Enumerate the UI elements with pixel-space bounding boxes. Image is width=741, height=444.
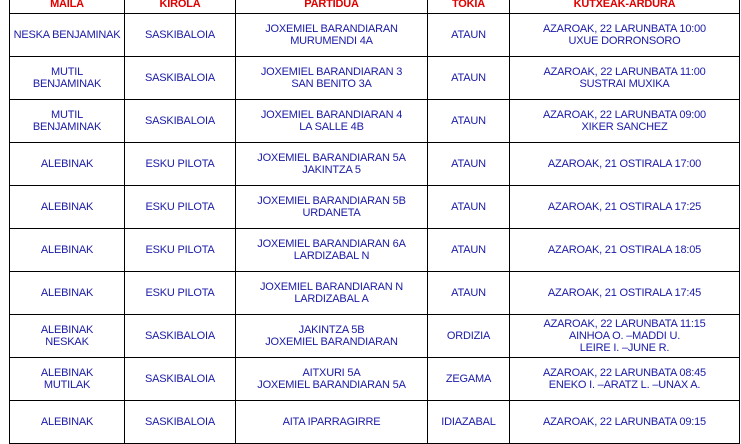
cell-partidua-line: JOXEMIEL BARANDIARAN 3 [260, 66, 403, 78]
cell-partidua-line: SAN BENITO 3A [291, 78, 372, 90]
cell-tokia: ATAUN [428, 143, 510, 186]
cell-kirola: SASKIBALOIA [125, 401, 236, 444]
cell-kirola: SASKIBALOIA [125, 57, 236, 100]
cell-partidua [236, 401, 428, 444]
table-row [10, 229, 740, 272]
cell-tokia: ORDIZIA [428, 315, 510, 358]
cell-kirola: SASKIBALOIA [125, 100, 236, 143]
cell-tokia: IDIAZABAL [428, 401, 510, 444]
header-ardura: KUTXEAK-ARDURA [510, 0, 740, 14]
cell-partidua-line: LARDIZABAL A [294, 293, 369, 305]
cell-ardura-line: AZAROAK, 22 LARUNBATA 11:15 [543, 318, 706, 330]
cell-maila [10, 100, 125, 143]
cell-partidua [236, 358, 428, 401]
cell-partidua-line: JOXEMIEL BARANDIARAN 5A [257, 379, 406, 391]
cell-maila [10, 229, 125, 272]
cell-ardura [510, 186, 740, 229]
cell-tokia: ZEGAMA [428, 358, 510, 401]
cell-kirola: SASKIBALOIA [125, 315, 236, 358]
cell-partidua-line: JAKINTZA 5 [302, 164, 361, 176]
cell-partidua-line: JOXEMIEL BARANDIARAN 5A [257, 152, 406, 164]
cell-maila-line: ALEBINAK [40, 287, 94, 299]
cell-maila [10, 143, 125, 186]
cell-kirola: ESKU PILOTA [125, 272, 236, 315]
cell-ardura-line: AZAROAK, 22 LARUNBATA 10:00 [543, 23, 706, 35]
table-row [10, 14, 740, 57]
cell-partidua [236, 100, 428, 143]
cell-ardura [510, 100, 740, 143]
table-row [10, 57, 740, 100]
cell-partidua [236, 229, 428, 272]
cell-kirola: SASKIBALOIA [125, 14, 236, 57]
cell-ardura [510, 401, 740, 444]
cell-maila-line: ALEBINAK [40, 416, 94, 428]
cell-tokia: ATAUN [428, 100, 510, 143]
cell-partidua [236, 57, 428, 100]
table-row [10, 401, 740, 444]
cell-maila-line: BENJAMINAK [32, 121, 102, 133]
cell-ardura-line: AZAROAK, 21 OSTIRALA 17:25 [547, 201, 702, 213]
cell-maila [10, 186, 125, 229]
cell-tokia: ATAUN [428, 14, 510, 57]
table-row [10, 100, 740, 143]
cell-ardura [510, 14, 740, 57]
cell-partidua-line: AITXURI 5A [302, 367, 361, 379]
cell-partidua [236, 143, 428, 186]
cell-ardura-line: SUSTRAI MUXIKA [579, 78, 670, 90]
cell-ardura-line: AZAROAK, 21 OSTIRALA 18:05 [547, 244, 702, 256]
cell-ardura [510, 143, 740, 186]
cell-kirola: ESKU PILOTA [125, 229, 236, 272]
cell-maila-line: MUTIL [50, 109, 83, 121]
cell-partidua [236, 14, 428, 57]
cell-maila-line: NESKA BENJAMINAK [13, 29, 121, 41]
cell-ardura [510, 358, 740, 401]
cell-partidua [236, 186, 428, 229]
cell-ardura-line: AZAROAK, 21 OSTIRALA 17:00 [547, 158, 702, 170]
cell-maila-line: ALEBINAK [40, 367, 94, 379]
header-tokia: TOKIA [428, 0, 510, 14]
cell-maila-line: NESKAK [45, 336, 89, 348]
table-row [10, 358, 740, 401]
cell-ardura-line: AZAROAK, 22 LARUNBATA 09:00 [543, 109, 706, 121]
cell-partidua [236, 272, 428, 315]
cell-ardura-line: LEIRE I. –JUNE R. [579, 342, 670, 354]
schedule-table [9, 0, 740, 444]
cell-maila [10, 57, 125, 100]
cell-partidua-line: JOXEMIEL BARANDIARAN 6A [257, 238, 406, 250]
cell-kirola: SASKIBALOIA [125, 358, 236, 401]
cell-maila-line: BENJAMINAK [32, 78, 102, 90]
cell-partidua-line: URDANETA [302, 207, 361, 219]
cell-partidua-line: LARDIZABAL N [293, 250, 370, 262]
cell-maila-line: ALEBINAK [40, 324, 94, 336]
cell-maila [10, 315, 125, 358]
cell-partidua-line: JAKINTZA 5B [298, 324, 365, 336]
cell-maila [10, 14, 125, 57]
header-partidua: PARTIDUA [236, 0, 428, 14]
cell-partidua-line: LA SALLE 4B [299, 121, 364, 133]
table-row [10, 272, 740, 315]
cell-partidua-line: AITA IPARRAGIRRE [282, 416, 381, 428]
cell-ardura [510, 229, 740, 272]
cell-ardura-line: AZAROAK, 22 LARUNBATA 11:00 [543, 66, 706, 78]
cell-partidua-line: JOXEMIEL BARANDIARAN [265, 23, 398, 35]
cell-ardura-line: AZAROAK, 22 LARUNBATA 08:45 [543, 367, 706, 379]
cell-maila-line: ALEBINAK [40, 158, 94, 170]
cell-maila [10, 401, 125, 444]
cell-ardura-line: AZAROAK, 22 LARUNBATA 09:15 [543, 416, 706, 428]
cell-ardura-line: AINHOA O. –MADDI U. [568, 330, 681, 342]
cell-ardura [510, 315, 740, 358]
cell-kirola: ESKU PILOTA [125, 186, 236, 229]
schedule-body [10, 14, 740, 444]
cell-maila [10, 272, 125, 315]
cell-partidua-line: MURUMENDI 4A [290, 35, 373, 47]
cell-partidua [236, 315, 428, 358]
cell-partidua-line: JOXEMIEL BARANDIARAN [265, 336, 398, 348]
header-maila: MAILA [10, 0, 125, 14]
cell-maila [10, 358, 125, 401]
cell-partidua-line: JOXEMIEL BARANDIARAN 4 [260, 109, 403, 121]
cell-maila-line: MUTILAK [43, 379, 91, 391]
cell-maila-line: MUTIL [50, 66, 83, 78]
cell-tokia: ATAUN [428, 57, 510, 100]
cell-tokia: ATAUN [428, 186, 510, 229]
cell-ardura-line: AZAROAK, 21 OSTIRALA 17:45 [547, 287, 702, 299]
cell-ardura-line: ENEKO I. –ARATZ L. –UNAX A. [548, 379, 701, 391]
cell-partidua-line: JOXEMIEL BARANDIARAN N [259, 281, 404, 293]
cell-tokia: ATAUN [428, 272, 510, 315]
cell-ardura [510, 272, 740, 315]
cell-partidua-line: JOXEMIEL BARANDIARAN 5B [257, 195, 406, 207]
table-row [10, 315, 740, 358]
table-row [10, 186, 740, 229]
header-kirola: KIROLA [125, 0, 236, 14]
cell-maila-line: ALEBINAK [40, 244, 94, 256]
cell-ardura-line: XIKER SANCHEZ [581, 121, 668, 133]
cell-tokia: ATAUN [428, 229, 510, 272]
cell-ardura-line: UXUE DORRONSORO [568, 35, 681, 47]
cell-maila-line: ALEBINAK [40, 201, 94, 213]
cell-kirola: ESKU PILOTA [125, 143, 236, 186]
table-row [10, 143, 740, 186]
cell-ardura [510, 57, 740, 100]
header-row [10, 0, 740, 14]
